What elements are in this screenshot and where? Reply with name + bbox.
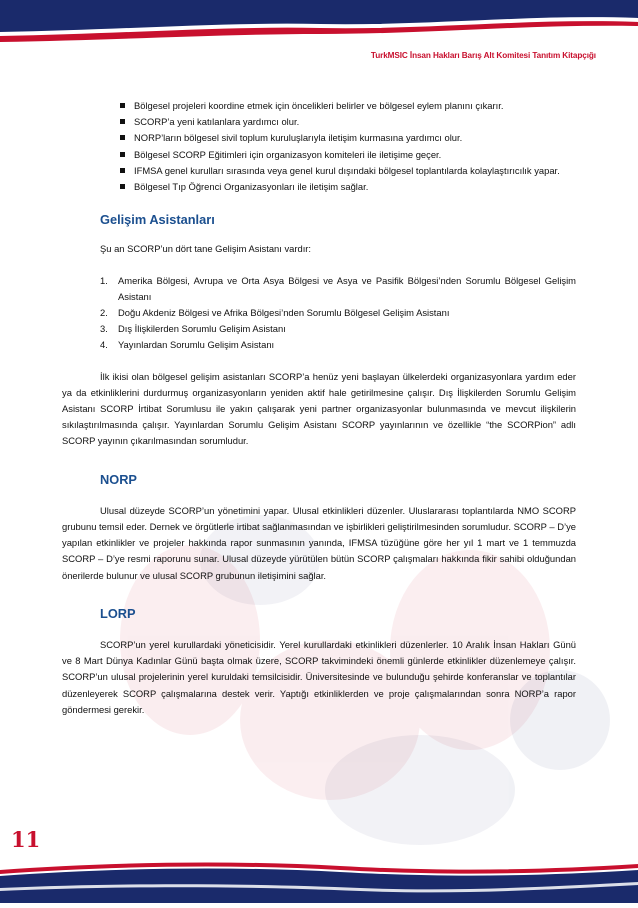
numbered-item: 2. Doğu Akdeniz Bölgesi ve Afrika Bölgesi’nden Sorumlu Bölgesel Gelişim Asistanı [100,307,450,319]
bullet-item: Bölgesel Tıp Öğrenci Organizasyonları ile iletişim sağlar. [120,179,576,195]
numbered-item: 3. Dış İlişkilerden Sorumlu Gelişim Asistanı [100,323,286,335]
section3-paragraph: SCORP’un yerel kurullardaki yöneticisidir. Yerel kurullardaki etkinlikleri düzenlerler. 10 Aralık İnsan Hakları Günü ve 8 Mart Dünya Kadınlar Günü başta olmak üzere, SCORP takvimindeki önemli günlerde etkinlikler düzenlemeye çalışır. SCORP’un ulusal projelerinin yerel kuruldaki temsilcisidir. Üniversitesinde ve bulunduğu şehirde konferanslar ve toplantılar düzenleyerek SCORP çalışmalarına destek verir. Yaptığı etkinliklerden ve proje çalışmalarından sonra NORP’a rapor göndermesi gerekir. [62,639,576,715]
bullet-item: SCORP’a yeni katılanlara yardımcı olur. [120,114,576,130]
bullet-item: Bölgesel projeleri koordine etmek için öncelikleri belirler ve bölgesel eylem planını çıkarır. [120,98,576,114]
bullet-item: NORP’ların bölgesel sivil toplum kuruluşlarıyla iletişim kurmasına yardımcı olur. [120,130,576,146]
header-wave-band [0,0,638,42]
bullet-item: Bölgesel SCORP Eğitimleri için organizasyon komiteleri ile iletişime geçer. [120,147,576,163]
header-title: TurkMSIC İnsan Hakları Barış Alt Komitesi Tanıtım Kitapçığı [370,51,596,60]
section-heading-lorp: LORP [100,605,136,621]
numbered-item: 1. Amerika Bölgesi, Avrupa ve Orta Asya Bölgesi ve Asya ve Pasifik Bölgesi’nden Sorumlu Bölgesel Gelişim Asistanı [100,274,576,302]
section-heading-gelisim-asistanlari: Gelişim Asistanları [100,212,215,228]
section1-intro: Şu an SCORP’un dört tane Gelişim Asistanı vardır: [100,243,312,255]
main-content [62,98,576,718]
section2-paragraph: Ulusal düzeyde SCORP’un yönetimini yapar. Ulusal etkinlikleri düzenler. Uluslararası toplantılarda NMO SCORP grubunu temsil eder. Dernek ve örgütlerle irtibat sağlanmasından ve işbirlikleri geliştirilmesinden sorumludur. SCORP – D’ye yapılan etkinlikler ve projeler hakkında rapor sunmasının yanında, IFMSA tüzüğüne göre her yıl 1 mart ve 1 temmuzda SCORP – D’ye resmi raporunu sunar. Ulusal düzeyde yürütülen bütün SCORP çalışmaları hakkında fikir sahibi olduğundan önerilerde bulunur ve ulusal SCORP grubunun iletişimini sağlar. [62,504,576,581]
footer-wave-band [0,858,638,903]
assistant-numbered-list [62,273,576,354]
bullet-item: IFMSA genel kurulları sırasında veya genel kurul dışındaki bölgesel toplantılarda kolaylaştırıcılık yapar. [120,163,576,179]
section-heading-norp: NORP [100,471,137,487]
numbered-item: 4. Yayınlardan Sorumlu Gelişim Asistanı [100,339,275,351]
responsibility-bullet-list [62,98,576,195]
section1-paragraph: İlk ikisi olan bölgesel gelişim asistanları SCORP’a henüz yeni başlayan ülkelerdeki organizasyonlara yardım eder ya da etkinliklerini durdurmuş organizasyonların yeniden aktif hale getirilmesine çalışır. Dış İlişkilerden Sorumlu Gelişim Asistanı SCORP İrtibat Sorumlusu ile yakın çalışarak yeni partner organizasyonlar bulunmasında ve mevcut ilişkilerin sıkılaştırılmasında çalışır. Yayınlardan Sorumlu Gelişim Asistanı SCORP yayınlarının ve özellikle “the SCORPion” adlı SCORP yayının çıkarılmasından sorumludur. [62,370,576,447]
page-number: 11 [11,827,41,852]
